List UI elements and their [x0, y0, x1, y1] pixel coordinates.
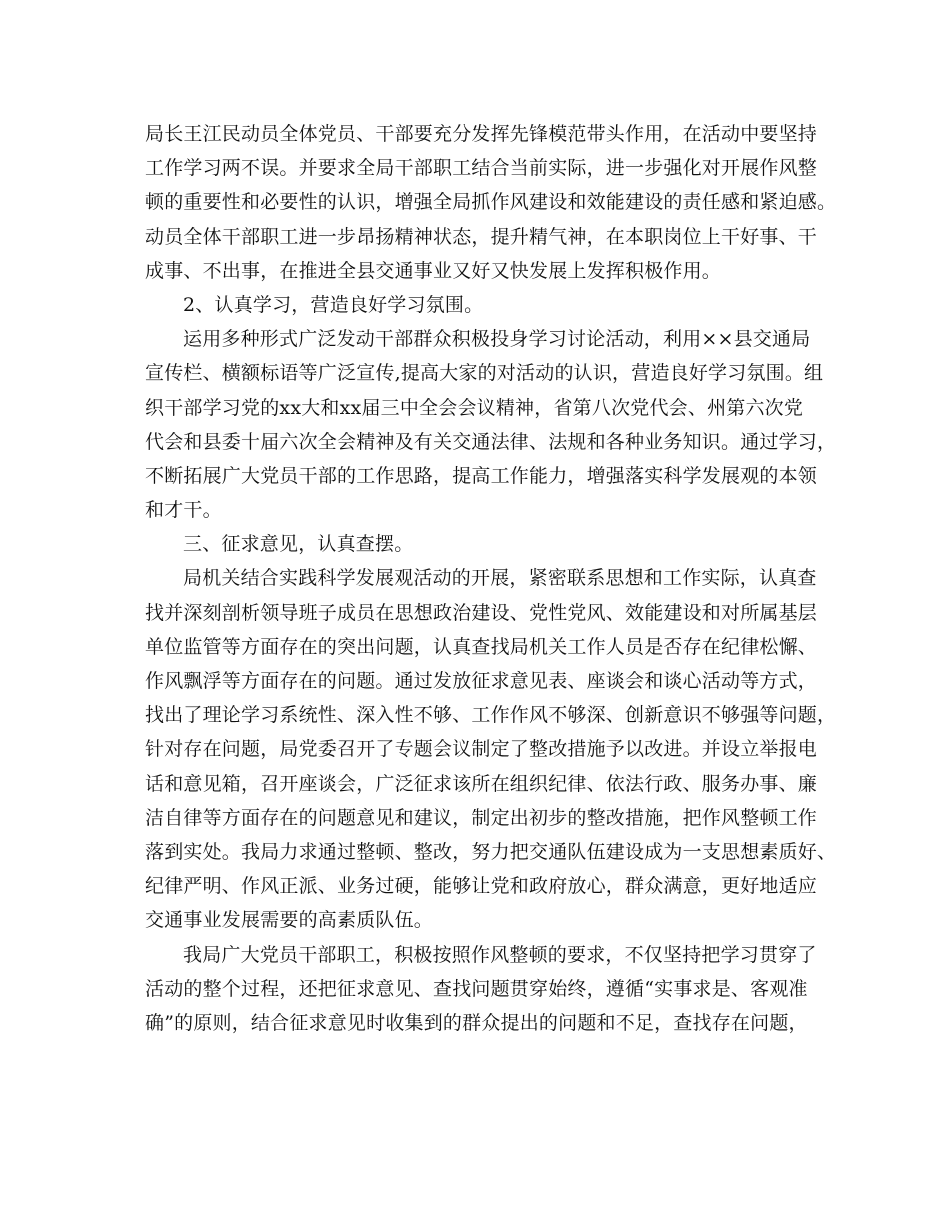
text-line: 运用多种形式广泛发动干部群众积极投身学习讨论活动，利用××县交通局	[183, 328, 811, 351]
document-body	[145, 117, 837, 1040]
text-line: 找并深刻剖析领导班子成员在思想政治建设、党性党风、效能建设和对所属基层	[145, 601, 818, 624]
text-line: 顿的重要性和必要性的认识，增强全局抓作风建设和效能建设的责任感和紧迫感。	[145, 191, 837, 214]
text-line: 我局广大党员干部职工，积极按照作风整顿的要求，不仅坚持把学习贯穿了	[183, 943, 817, 966]
text-line: 活动的整个过程，还把征求意见、查找问题贯穿始终，遵循“实事求是、客观准	[145, 977, 808, 1000]
text-line: 落到实处。我局力求通过整顿、整改，努力把交通队伍建设成为一支思想素质好、	[145, 840, 837, 863]
section-heading: 2、认真学习，营造良好学习氛围。	[183, 293, 484, 316]
text-line: 成事、不出事，在推进全县交通事业又好又快发展上发挥积极作用。	[145, 259, 722, 282]
text-line: 和才干。	[145, 499, 222, 522]
text-line: 确”的原则，结合征求意见时收集到的群众提出的问题和不足，查找存在问题，	[145, 1011, 808, 1034]
text-line: 单位监管等方面存在的突出问题，认真查找局机关工作人员是否存在纪律松懈、	[145, 635, 818, 658]
text-line: 话和意见箱，召开座谈会，广泛征求该所在组织纪律、依法行政、服务办事、廉	[145, 772, 818, 795]
text-line: 洁自律等方面存在的问题意见和建议，制定出初步的整改措施，把作风整顿工作	[145, 806, 818, 829]
text-line: 交通事业发展需要的高素质队伍。	[145, 909, 434, 932]
text-line: 针对存在问题，局党委召开了专题会议制定了整改措施予以改进。并设立举报电	[145, 738, 818, 761]
text-line: 代会和县委十届六次全会精神及有关交通法律、法规和各种业务知识。通过学习，	[145, 430, 837, 453]
text-line: 纪律严明、作风正派、业务过硬，能够让党和政府放心，群众满意，更好地适应	[145, 875, 818, 898]
text-line: 局机关结合实践科学发展观活动的开展，紧密联系思想和工作实际，认真查	[183, 567, 817, 590]
text-line: 织干部学习党的xx大和xx届三中全会会议精神，省第八次党代会、州第六次党	[145, 396, 804, 419]
text-line: 作风飘浮等方面存在的问题。通过发放征求意见表、座谈会和谈心活动等方式，	[145, 670, 818, 692]
text-line: 不断拓展广大党员干部的工作思路，提高工作能力，增强落实科学发展观的本领	[145, 464, 818, 487]
text-line: 找出了理论学习系统性、深入性不够、工作作风不够深、创新意识不够强等问题，	[145, 704, 837, 727]
section-heading: 三、征求意见，认真查摆。	[183, 533, 414, 556]
text-line: 局长王江民动员全体党员、干部要充分发挥先锋模范带头作用，在活动中要坚持	[145, 123, 818, 145]
text-line: 宣传栏、横额标语等广泛宣传,提高大家的对活动的认识，营造良好学习氛围。组	[145, 362, 824, 385]
text-line: 工作学习两不误。并要求全局干部职工结合当前实际，进一步强化对开展作风整	[145, 157, 818, 180]
text-line: 动员全体干部职工进一步昂扬精神状态，提升精气神，在本职岗位上干好事、干	[145, 225, 818, 248]
